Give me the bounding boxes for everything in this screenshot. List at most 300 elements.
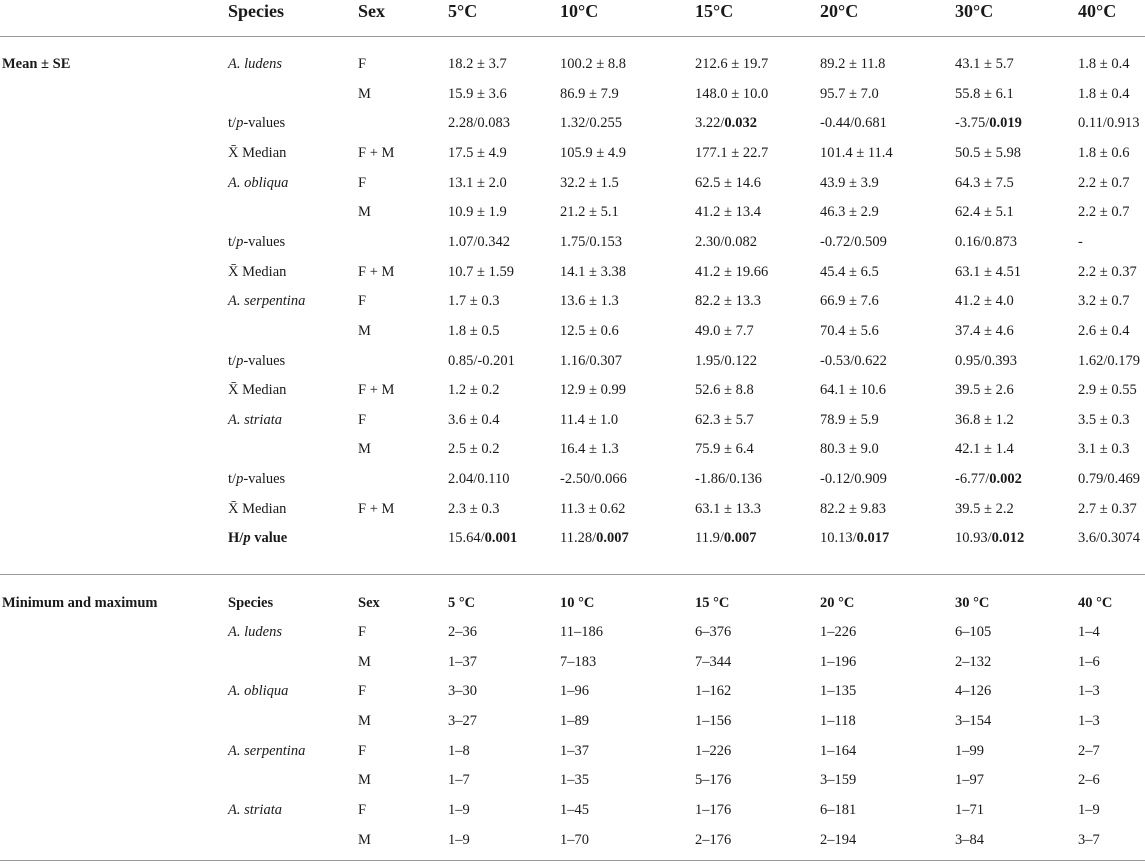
cell-value: -0.53/0.622	[820, 352, 887, 369]
row-label: X̄ Median	[228, 500, 287, 517]
cell-value: 2.2 ± 0.7	[1078, 174, 1130, 191]
cell-value: 1.07/0.342	[448, 233, 511, 250]
table-cell	[695, 712, 731, 730]
row-sex: F	[358, 801, 367, 818]
cell-value: 62.3 ± 5.7	[695, 411, 754, 428]
cell-value: 11.9/	[695, 530, 724, 547]
table-cell	[1078, 85, 1129, 103]
table-cell	[695, 381, 754, 399]
table-cell	[560, 292, 619, 310]
header-sex: Sex	[358, 1, 385, 21]
row-sex: M	[358, 653, 371, 670]
cell-value: 41.2 ± 19.66	[695, 263, 769, 280]
cell-value: 75.9 ± 6.4	[695, 441, 754, 458]
row-label: X̄ Median	[228, 144, 287, 161]
row-label: A. obliqua	[228, 174, 289, 191]
table-cell	[695, 203, 761, 221]
table-cell	[955, 771, 984, 789]
section-label-min-max: Minimum and maximum	[2, 595, 158, 611]
significant-p-value: 0.002	[989, 471, 1022, 488]
cell-value: 3–27	[448, 712, 477, 729]
table-cell	[695, 470, 762, 488]
cell-value: -3.75/	[955, 115, 990, 132]
table-cell	[955, 440, 1014, 458]
cell-value: 212.6 ± 19.7	[695, 56, 769, 72]
cell-value: 2.28/0.083	[448, 115, 511, 132]
cell-value: 46.3 ± 2.9	[820, 204, 879, 221]
cell-value: -2.50/0.066	[560, 471, 627, 488]
table-cell	[560, 500, 625, 518]
table-cell	[560, 352, 622, 370]
row-sex: F	[358, 293, 367, 310]
cell-value: 1–176	[695, 801, 732, 818]
cell-value: 21.2 ± 5.1	[560, 204, 619, 221]
row-label: A. serpentina	[228, 293, 306, 310]
cell-value: 18.2 ± 3.7	[448, 56, 507, 72]
table-cell	[448, 500, 499, 518]
cell-value: 70.4 ± 5.6	[820, 322, 879, 339]
cell-value: 6–376	[695, 624, 732, 640]
table-cell	[448, 114, 510, 132]
cell-value: 64.3 ± 7.5	[955, 174, 1014, 191]
header-temp: 20°C	[820, 1, 859, 21]
cell-value: 62.5 ± 14.6	[695, 174, 761, 191]
table-cell	[448, 55, 507, 73]
table-cell	[560, 85, 619, 103]
table-cell	[448, 653, 477, 671]
subheader-temp: 10 °C	[560, 595, 595, 611]
table-cell	[448, 174, 507, 192]
table-cell	[1078, 144, 1129, 162]
table-cell	[560, 411, 618, 429]
header-temp: 15°C	[695, 1, 734, 21]
significant-p-value: 0.012	[991, 530, 1025, 547]
significant-p-value: 0.007	[723, 530, 757, 547]
cell-value: 0.95/0.393	[955, 352, 1018, 369]
table-cell	[1078, 771, 1100, 789]
cell-value: 1–37	[448, 653, 477, 670]
table-cell	[820, 114, 887, 132]
table-cell	[820, 233, 887, 251]
table-cell	[820, 831, 856, 849]
table-cell	[695, 529, 757, 547]
table-cell	[560, 831, 589, 849]
table-cell	[560, 623, 603, 641]
table-cell	[695, 500, 761, 518]
table-cell	[820, 411, 879, 429]
table-cell	[695, 352, 757, 370]
row-sex: F	[358, 742, 367, 759]
table-cell	[820, 381, 886, 399]
cell-value: 6–181	[820, 801, 857, 818]
cell-value: 2–6	[1078, 772, 1100, 789]
table-cell	[1078, 174, 1129, 192]
cell-value: -0.44/0.681	[820, 115, 887, 132]
cell-value: 1–226	[695, 742, 732, 759]
table-cell	[1078, 712, 1100, 730]
table-cell	[695, 174, 761, 192]
table-cell	[820, 263, 879, 281]
table-cell	[695, 623, 731, 641]
cell-value: 1–7	[448, 772, 470, 789]
cell-value: 2.5 ± 0.2	[448, 441, 500, 458]
cell-value: 1–135	[820, 683, 857, 700]
cell-value: 1.62/0.179	[1078, 352, 1141, 369]
table-cell	[448, 529, 517, 547]
cell-value: 43.9 ± 3.9	[820, 174, 879, 191]
table-cell	[820, 712, 856, 730]
cell-value: 1.32/0.255	[560, 115, 623, 132]
header-species: Species	[228, 1, 284, 21]
cell-value: 15.64/	[448, 530, 485, 547]
row-sex: M	[358, 204, 371, 221]
row-sex: M	[358, 831, 371, 848]
table-cell	[1078, 653, 1100, 671]
table-cell	[955, 352, 1017, 370]
cell-value: -0.12/0.909	[820, 471, 887, 488]
table-cell	[1078, 440, 1129, 458]
cell-value: 49.0 ± 7.7	[695, 322, 754, 339]
cell-value: 1–89	[560, 712, 589, 729]
table-cell	[1078, 742, 1100, 760]
cell-value: 1–8	[448, 742, 470, 759]
cell-value: 13.6 ± 1.3	[560, 293, 619, 310]
table-cell	[448, 682, 477, 700]
cell-value: 10.93/	[955, 530, 992, 547]
row-label: t/p-values	[228, 471, 286, 488]
cell-value: 11.4 ± 1.0	[560, 411, 619, 428]
table-cell	[1078, 203, 1129, 221]
cell-value: 1–9	[448, 831, 470, 848]
cell-value: 1.8 ± 0.4	[1078, 56, 1130, 72]
cell-value: 3.6 ± 0.4	[448, 411, 500, 428]
significant-p-value: 0.017	[856, 530, 890, 547]
cell-value: 64.1 ± 10.6	[820, 382, 886, 399]
cell-value: 80.3 ± 9.0	[820, 441, 879, 458]
table-cell	[955, 742, 984, 760]
table-cell	[448, 771, 470, 789]
table-cell	[695, 55, 768, 73]
cell-value: 39.5 ± 2.2	[955, 500, 1014, 517]
row-label: A. ludens	[228, 56, 282, 72]
subheader-temp: 15 °C	[695, 595, 730, 611]
cell-value: 15.9 ± 3.6	[448, 85, 507, 102]
table-cell	[820, 623, 856, 641]
cell-value: 1–71	[955, 801, 984, 818]
cell-value: 1–9	[448, 801, 470, 818]
table-cell	[1078, 322, 1129, 340]
cell-value: 10.9 ± 1.9	[448, 204, 507, 221]
cell-value: 50.5 ± 5.98	[955, 144, 1021, 161]
cell-value: 63.1 ± 13.3	[695, 500, 761, 517]
significant-p-value: 0.001	[484, 530, 518, 547]
cell-value: 3.1 ± 0.3	[1078, 441, 1130, 458]
table-cell	[955, 682, 991, 700]
table-cell	[820, 529, 889, 547]
cell-value: 1.16/0.307	[560, 352, 623, 369]
cell-value: 4–126	[955, 683, 992, 700]
cell-value: -6.77/	[955, 471, 990, 488]
table-cell	[820, 801, 856, 819]
cell-value: 1–6	[1078, 653, 1100, 670]
cell-value: 63.1 ± 4.51	[955, 263, 1021, 280]
table-cell	[695, 292, 761, 310]
table-cell	[955, 203, 1014, 221]
cell-value: 1–9	[1078, 801, 1100, 818]
row-label: A. serpentina	[228, 742, 306, 759]
table-cell	[560, 203, 619, 221]
row-sex: F	[358, 411, 367, 428]
cell-value: 17.5 ± 4.9	[448, 144, 507, 161]
table-cell	[820, 144, 893, 162]
table-cell	[448, 470, 510, 488]
subheader-sex: Sex	[358, 595, 380, 611]
table-cell	[1078, 682, 1100, 700]
cell-value: 1.2 ± 0.2	[448, 382, 500, 399]
table-cell	[820, 440, 879, 458]
header-rule	[0, 36, 1145, 37]
cell-value: 39.5 ± 2.6	[955, 382, 1014, 399]
table-cell	[560, 771, 589, 789]
row-sex: F + M	[358, 382, 395, 399]
cell-value: 0.11/0.913	[1078, 115, 1140, 132]
row-sex: F + M	[358, 500, 395, 517]
table-cell	[560, 529, 629, 547]
table-cell	[1078, 381, 1137, 399]
cell-value: 1–3	[1078, 712, 1100, 729]
cell-value: 1–162	[695, 683, 732, 700]
table-cell	[560, 381, 626, 399]
cell-value: 1–99	[955, 742, 984, 759]
row-sex: M	[358, 772, 371, 789]
table-cell	[448, 233, 510, 251]
cell-value: 43.1 ± 5.7	[955, 56, 1014, 72]
table-cell	[1078, 411, 1129, 429]
cell-value: 62.4 ± 5.1	[955, 204, 1014, 221]
cell-value: 1–96	[560, 683, 589, 700]
table-cell	[955, 233, 1017, 251]
table-cell	[560, 263, 626, 281]
table-cell	[1078, 500, 1137, 518]
table-cell	[448, 623, 477, 641]
table-cell	[560, 144, 626, 162]
table-cell	[820, 500, 886, 518]
table-cell	[1078, 114, 1140, 132]
cell-value: 1.75/0.153	[560, 233, 623, 250]
table-cell	[1078, 623, 1100, 641]
row-label: H/p value	[228, 530, 288, 547]
row-sex: F	[358, 56, 367, 72]
table-cell	[1078, 55, 1129, 73]
cell-value: 2–194	[820, 831, 857, 848]
cell-value: 2–132	[955, 653, 992, 670]
cell-value: 14.1 ± 3.38	[560, 263, 626, 280]
table-cell	[448, 411, 499, 429]
table-cell	[955, 114, 1022, 132]
header-temp: 5°C	[448, 1, 478, 21]
row-label: A. striata	[228, 801, 282, 818]
row-sex: M	[358, 322, 371, 339]
table-cell	[695, 653, 731, 671]
table-cell	[1078, 529, 1140, 547]
cell-value: 37.4 ± 4.6	[955, 322, 1014, 339]
table-cell	[560, 712, 589, 730]
cell-value: 36.8 ± 1.2	[955, 411, 1014, 428]
cell-value: -0.72/0.509	[820, 233, 887, 250]
cell-value: 2–7	[1078, 742, 1100, 759]
table-cell	[820, 352, 887, 370]
table-cell	[955, 500, 1014, 518]
cell-value: 0.79/0.469	[1078, 471, 1141, 488]
table-cell	[560, 233, 622, 251]
table-cell	[955, 85, 1014, 103]
table-cell	[695, 742, 731, 760]
table-cell	[560, 801, 589, 819]
table-cell	[820, 292, 879, 310]
cell-value: 1–97	[955, 772, 984, 789]
row-sex: M	[358, 441, 371, 458]
table-cell	[695, 144, 768, 162]
table-cell	[695, 411, 754, 429]
significant-p-value: 0.007	[596, 530, 629, 547]
table-cell	[448, 292, 499, 310]
cell-value: 3.2 ± 0.7	[1078, 293, 1130, 310]
table-cell	[955, 174, 1014, 192]
table-cell	[955, 411, 1014, 429]
cell-value: 3.6/0.3074	[1078, 530, 1141, 547]
cell-value: 2.7 ± 0.37	[1078, 500, 1137, 517]
cell-value: 82.2 ± 13.3	[695, 293, 761, 310]
cell-value: 2.30/0.082	[695, 233, 758, 250]
table-cell	[448, 352, 515, 370]
row-sex: F	[358, 683, 367, 700]
subheader-temp: 5 °C	[448, 595, 476, 611]
table-cell	[955, 55, 1014, 73]
table-cell	[820, 174, 879, 192]
table-cell	[955, 831, 984, 849]
table-cell	[1078, 801, 1100, 819]
row-sex: F	[358, 174, 367, 191]
header-temp: 30°C	[955, 1, 994, 21]
cell-value: 11.3 ± 0.62	[560, 500, 626, 517]
cell-value: 2.2 ± 0.37	[1078, 263, 1137, 280]
table-cell	[448, 381, 499, 399]
row-label: X̄ Median	[228, 382, 287, 399]
table-cell	[560, 322, 619, 340]
row-sex: F + M	[358, 263, 395, 280]
cell-value: 1–156	[695, 712, 732, 729]
table-cell	[955, 263, 1021, 281]
cell-value: 10.7 ± 1.59	[448, 263, 514, 280]
cell-value: 1–35	[560, 772, 589, 789]
table-cell	[448, 322, 499, 340]
table-cell	[1078, 352, 1140, 370]
cell-value: 1.7 ± 0.3	[448, 293, 500, 310]
row-sex: F	[358, 624, 367, 640]
cell-value: 7–183	[560, 653, 597, 670]
cell-value: 7–344	[695, 653, 732, 670]
significant-p-value: 0.032	[724, 115, 758, 132]
table-cell	[1078, 470, 1140, 488]
cell-value: 95.7 ± 7.0	[820, 85, 879, 102]
row-sex: M	[358, 85, 371, 102]
cell-value: 105.9 ± 4.9	[560, 144, 626, 161]
table-cell	[448, 831, 470, 849]
table-cell	[820, 322, 879, 340]
significant-p-value: 0.019	[989, 115, 1022, 132]
cell-value: 1–3	[1078, 683, 1100, 700]
table-cell	[820, 203, 879, 221]
cell-value: 100.2 ± 8.8	[560, 56, 626, 72]
cell-value: 86.9 ± 7.9	[560, 85, 619, 102]
table-cell	[695, 233, 757, 251]
subheader-temp: 20 °C	[820, 595, 855, 611]
table-cell	[955, 292, 1014, 310]
table-cell	[695, 322, 754, 340]
table-cell	[560, 742, 589, 760]
table-cell	[695, 85, 768, 103]
cell-value: 1.8 ± 0.5	[448, 322, 500, 339]
cell-value: 45.4 ± 6.5	[820, 263, 879, 280]
table-cell	[695, 114, 757, 132]
cell-value: 12.9 ± 0.99	[560, 382, 626, 399]
table-cell	[955, 712, 991, 730]
table-cell	[955, 529, 1024, 547]
table-cell	[820, 653, 856, 671]
table-cell	[695, 440, 754, 458]
table-cell	[820, 55, 885, 73]
row-label: t/p-values	[228, 352, 286, 369]
row-label: t/p-values	[228, 115, 286, 132]
cell-value: 55.8 ± 6.1	[955, 85, 1014, 102]
cell-value: 89.2 ± 11.8	[820, 56, 886, 72]
subheader-temp: 40 °C	[1078, 595, 1113, 611]
cell-value: 42.1 ± 1.4	[955, 441, 1014, 458]
cell-value: 0.85/-0.201	[448, 352, 515, 369]
cell-value: 3.5 ± 0.3	[1078, 411, 1130, 428]
cell-value: 13.1 ± 2.0	[448, 174, 507, 191]
table-cell	[820, 771, 856, 789]
table-cell	[448, 440, 499, 458]
cell-value: 2.3 ± 0.3	[448, 500, 500, 517]
cell-value: 1–45	[560, 801, 589, 818]
cell-value: 2–36	[448, 624, 477, 640]
table-cell	[560, 440, 619, 458]
cell-value: 10.13/	[820, 530, 857, 547]
table-cell	[448, 144, 507, 162]
cell-value: 78.9 ± 5.9	[820, 411, 879, 428]
cell-value: 0.16/0.873	[955, 233, 1018, 250]
cell-value: 1–226	[820, 624, 857, 640]
cell-value: 11.28/	[560, 530, 597, 547]
cell-value: 2.04/0.110	[448, 471, 510, 488]
table-cell	[448, 263, 514, 281]
table-cell	[448, 85, 507, 103]
cell-value: 3–30	[448, 683, 477, 700]
row-sex: F + M	[358, 144, 395, 161]
cell-value: 1–4	[1078, 624, 1100, 640]
row-label: X̄ Median	[228, 263, 287, 280]
cell-value: 16.4 ± 1.3	[560, 441, 619, 458]
cell-value: 2.2 ± 0.7	[1078, 204, 1130, 221]
table-cell	[1078, 292, 1129, 310]
table-cell	[820, 470, 887, 488]
cell-value: 1–37	[560, 742, 589, 759]
table-cell	[1078, 831, 1100, 849]
table-cell	[820, 85, 879, 103]
table-cell	[560, 653, 596, 671]
table-cell	[695, 682, 731, 700]
